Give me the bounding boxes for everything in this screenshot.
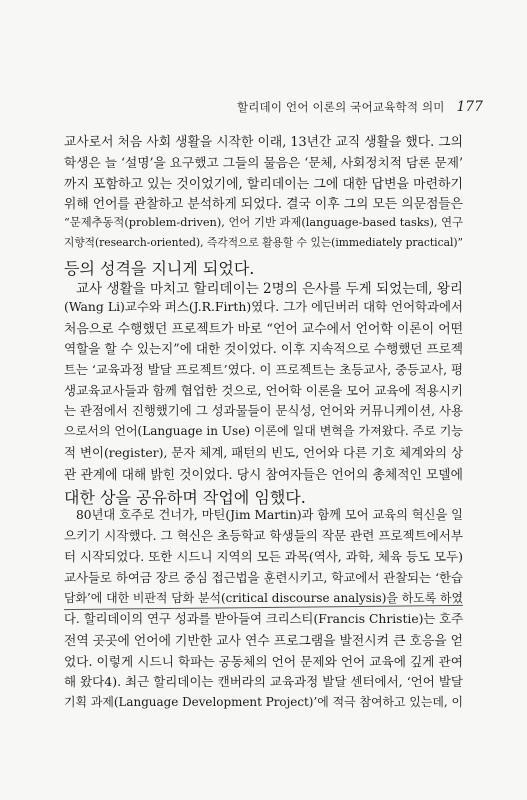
text-line: 대한 상을 공유하며 작업에 임했다. <box>64 487 306 507</box>
text-line: 터 시작되었다. 또한 시드니 지역의 모든 과목(역사, 과학, 체육 등도 모두) <box>64 548 463 564</box>
text-line: 는 관점에서 진행했기에 그 성과물들이 문식성, 언어와 커뮤니케이션, 사용 <box>64 403 463 419</box>
text-line: 역할을 할 수 있는지”에 대한 것이었다. 이후 지속적으로 수행했던 프로젝 <box>64 340 463 356</box>
text-line: “문제추동적(problem-driven), 언어 기반 과제(language-based tasks), 연구 <box>64 216 463 230</box>
text-line: 기획 과제(Language Development Project)’에 적극 참여하고 있는데, 이 <box>64 694 463 709</box>
running-header-title: 할리데이 언어 이론의 국어교육학적 의미 <box>236 100 445 114</box>
text-line: 80년대 호주로 건너가, 마틴(Jim Martin)과 함께 모어 교육의 혁신을 일 <box>76 508 463 523</box>
text-line: 으키기 시작했다. 그 혁신은 초등학교 학생들의 작문 관련 프로젝트에서부 <box>64 528 463 544</box>
text-line: 전역 곳곳에 언어에 기반한 교사 연수 프로그램을 발전시켜 큰 호응을 얻 <box>64 634 463 650</box>
text-line: 교사들로 하여금 장르 중심 접근법을 훈련시키고, 학교에서 관찰되는 ‘한습 <box>64 569 463 585</box>
page-number: 177 <box>456 99 483 115</box>
text-line: 학생은 늘 ‘설명’을 요구했고 그들의 물음은 ‘문체, 사회정치적 담론 문제’ <box>64 154 463 170</box>
text-line: (Wang Li)교수와 퍼스(J.R.Firth)였다. 그가 에딘버러 대학 언어학과에서 <box>64 299 463 315</box>
text-line: 트는 ‘교육과정 발달 프로젝트’였다. 이 프로젝트는 초등교사, 중등교사, 평 <box>64 361 463 377</box>
text-line: 적 변이(register), 문자 체계, 패턴의 빈도, 언어와 다른 기호 체계와의 상 <box>64 444 463 460</box>
text-line: 지향적(research-oriented), 즉각적으로 활용할 수 있는(immediately practical)” <box>64 235 463 249</box>
body-text <box>64 131 463 713</box>
running-header <box>237 99 483 117</box>
text-line: 다. 할리데이의 연구 성과를 받아들여 크리스티(Francis Christie)는 호주 <box>64 612 463 627</box>
text-line: 교사 생활을 마치고 할리데이는 2명의 은사를 두게 되었는데, 왕리 <box>76 280 463 297</box>
text-line: 으로서의 언어(Language in Use) 이론에 일대 변혁을 가져왔다. 주로 기능 <box>64 424 463 439</box>
text-line: 었다. 이렇게 시드니 학파는 공동체의 언어 문제와 언어 교육에 깊게 관여 <box>64 653 463 669</box>
text-line: 교사로서 처음 사회 생활을 시작한 이래, 13년간 교직 생활을 했다. 그의 <box>64 135 463 150</box>
text-line: 해 왔다4). 최근 할리데이는 캔버라의 교육과정 발달 센터에서, ‘언어 발달 <box>64 673 463 689</box>
text-line: 생교육교사들과 함께 협업한 것으로, 언어학 이론을 모어 교육에 적용시키 <box>64 382 463 398</box>
text-line-annotated: 담화’에 대한 비판적 담화 분석(critical discourse analysis)을 하도록 하였 <box>64 589 463 610</box>
text-line: 까지 포함하고 있는 것이었기에, 할리데이는 그에 대한 답변을 마련하기 <box>64 176 463 192</box>
text-line: 위해 언어를 관찰하고 분석하게 되었다. 결국 이후 그의 모든 의문점들은 <box>64 197 463 213</box>
text-line: 처음으로 수행했던 프로젝트가 바로 “언어 교수에서 언어학 이론이 어떤 <box>64 322 463 338</box>
text-line: 관 관계에 대해 밝힌 것이었다. 당시 참여자들은 언어의 총체적인 모델에 <box>64 467 463 483</box>
text-line: 등의 성격을 지니게 되었다. <box>64 258 255 278</box>
